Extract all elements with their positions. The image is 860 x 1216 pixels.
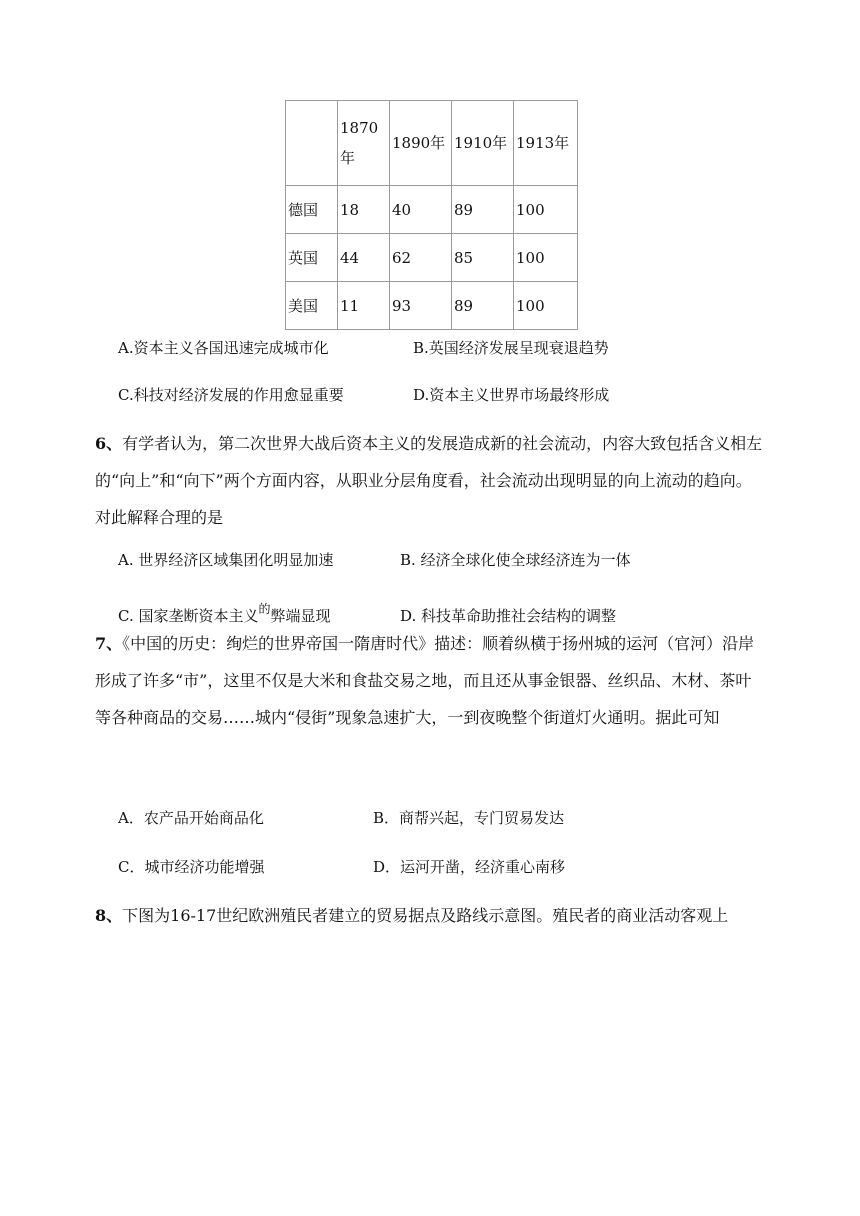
country-cell: 美国	[286, 282, 338, 330]
value-cell: 100	[514, 282, 578, 330]
q8-stem-text: 下图为16-17世纪欧洲殖民者建立的贸易据点及路线示意图。殖民者的商业活动客观上	[122, 906, 729, 925]
value-cell: 11	[338, 282, 390, 330]
table-row	[286, 282, 578, 330]
q7-number: 7、	[95, 634, 123, 653]
value-cell: 18	[338, 186, 390, 234]
q6-stem	[95, 425, 765, 536]
q6-option-d: D. 科技革命助推社会结构的调整	[400, 607, 617, 625]
q5-option-d: D.资本主义世界市场最终形成	[413, 386, 610, 404]
q6-option-a: A. 世界经济区域集团化明显加速	[118, 551, 334, 569]
data-table	[285, 100, 578, 330]
value-cell: 40	[390, 186, 452, 234]
q5-option-c: C.科技对经济发展的作用愈显重要	[118, 386, 344, 404]
table-header-row	[286, 101, 578, 186]
q7-stem	[95, 625, 765, 736]
q7-option-c: C．城市经济功能增强	[118, 858, 265, 876]
header-cell: 1870年	[338, 101, 390, 186]
value-cell: 62	[390, 234, 452, 282]
value-cell: 89	[452, 186, 514, 234]
value-cell: 85	[452, 234, 514, 282]
q6-option-c-superscript: 的	[258, 602, 271, 616]
q6-number: 6、	[95, 434, 123, 453]
table-row	[286, 186, 578, 234]
header-cell: 1913年	[514, 101, 578, 186]
value-cell: 93	[390, 282, 452, 330]
table-row	[286, 234, 578, 282]
q7-option-d: D．运河开凿，经济重心南移	[373, 858, 566, 876]
q6-option-c	[118, 602, 331, 626]
country-cell: 英国	[286, 234, 338, 282]
q5-option-b: B.英国经济发展呈现衰退趋势	[413, 339, 609, 357]
q6-option-b: B. 经济全球化使全球经济连为一体	[400, 551, 631, 569]
q5-option-a: A.资本主义各国迅速完成城市化	[118, 339, 329, 357]
header-cell: 1910年	[452, 101, 514, 186]
q6-option-c-text: C. 国家垄断资本主义	[118, 607, 259, 625]
q8-stem	[95, 897, 765, 934]
value-cell: 100	[514, 186, 578, 234]
q6-stem-text: 有学者认为，第二次世界大战后资本主义的发展造成新的社会流动，内容大致包括含义相左的“向上”和“向下”两个方面内容，从职业分层角度看，社会流动出现明显的向上流动的趋向。对此解释合理的是	[95, 434, 763, 527]
q7-option-b: B．商帮兴起，专门贸易发达	[373, 809, 565, 827]
value-cell: 44	[338, 234, 390, 282]
country-cell: 德国	[286, 186, 338, 234]
header-cell: 1890年	[390, 101, 452, 186]
header-cell	[286, 101, 338, 186]
q7-option-a: A．农产品开始商品化	[118, 809, 264, 827]
value-cell: 89	[452, 282, 514, 330]
value-cell: 100	[514, 234, 578, 282]
q7-stem-text: 《中国的历史：绚烂的世界帝国一隋唐时代》描述：顺着纵横于扬州城的运河（官河）沿岸形成了许多“市”，这里不仅是大米和食盐交易之地，而且还从事金银器、丝织品、木材、茶叶等各种商品的交易……城内“侵街”现象急速扩大，一到夜晚整个街道灯火通明。据此可知	[95, 634, 755, 727]
q6-option-c-text-end: 弊端显现	[270, 607, 331, 625]
q8-number: 8、	[95, 906, 123, 925]
